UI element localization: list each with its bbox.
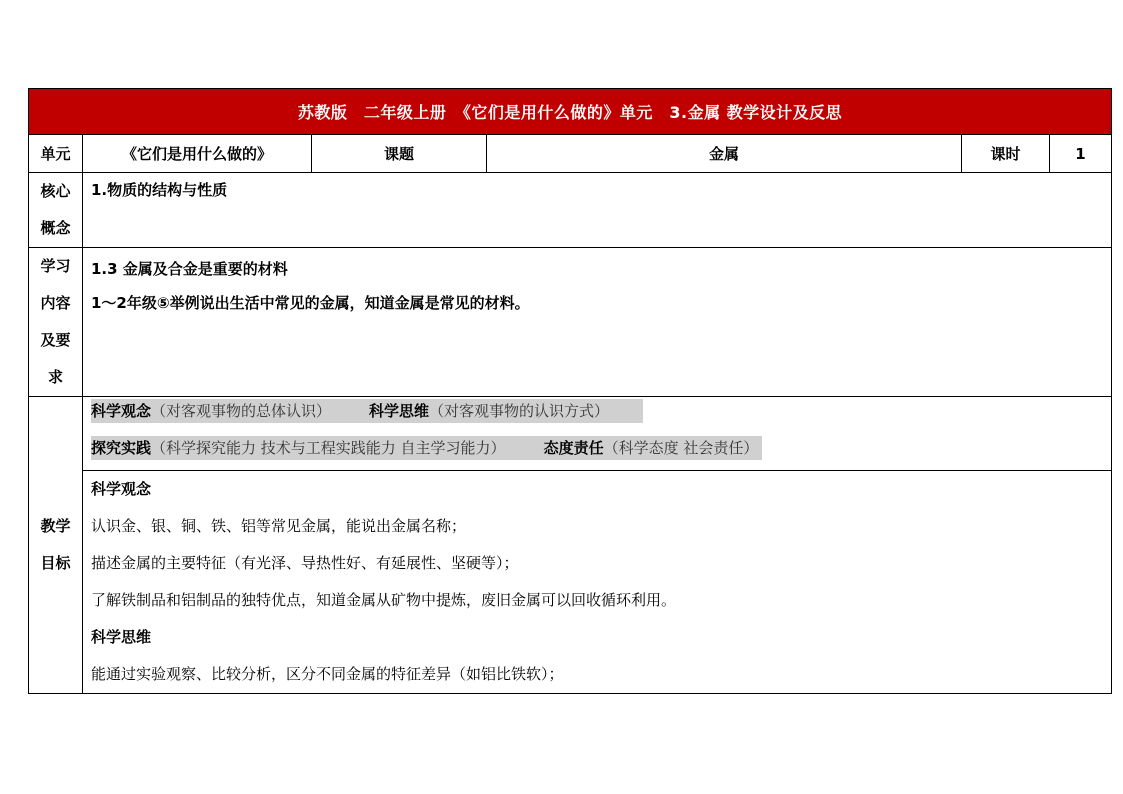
goal-item: 了解铁制品和铝制品的独特优点，知道金属从矿物中提炼，废旧金属可以回收循环利用。 [91, 591, 677, 609]
goal-details [83, 470, 1111, 693]
learning-req-line: 1.3 金属及合金是重要的材料 [91, 260, 288, 278]
learning-req-line: 1～2年级⑤举例说出生活中常见的金属，知道金属是常见的材料。 [91, 294, 530, 312]
teaching-goals-label: 教学 目标 [29, 397, 83, 694]
teaching-goals-content [83, 397, 1112, 694]
core-concept-content [83, 173, 1112, 248]
unit-label: 单元 [29, 135, 83, 173]
topic-label: 课题 [312, 135, 487, 173]
dimension-tag-1: 科学观念（对客观事物的总体认识） 科学思维（对客观事物的认识方式） [91, 399, 643, 423]
learning-req-content [83, 248, 1112, 397]
core-concept-label: 核心 概念 [29, 173, 83, 248]
goal-item: 认识金、银、铜、铁、铝等常见金属，能说出金属名称； [91, 517, 467, 535]
unit-value: 《它们是用什么做的》 [83, 135, 312, 173]
dimension-tag-2: 探究实践（科学探究能力 技术与工程实践能力 自主学习能力） 态度责任（科学态度 社会责任） [91, 436, 762, 460]
period-value: 1 [1050, 135, 1112, 173]
goal-dimensions [83, 397, 1111, 470]
learning-req-label: 学习 内容 及要 求 [29, 248, 83, 397]
topic-value: 金属 [487, 135, 962, 173]
goal-item: 能通过实验观察、比较分析，区分不同金属的特征差异（如铝比铁软）； [91, 665, 564, 683]
section-heading: 科学观念 [91, 480, 152, 498]
period-label: 课时 [962, 135, 1050, 173]
lesson-plan-document [28, 88, 1111, 694]
lesson-plan-table [28, 88, 1112, 694]
document-title: 苏教版 二年级上册 《它们是用什么做的》单元 3.金属 教学设计及反思 [29, 89, 1112, 135]
goal-item: 描述金属的主要特征（有光泽、导热性好、有延展性、坚硬等）； [91, 554, 519, 572]
core-concept-text: 1.物质的结构与性质 [91, 181, 228, 199]
section-heading: 科学思维 [91, 628, 152, 646]
